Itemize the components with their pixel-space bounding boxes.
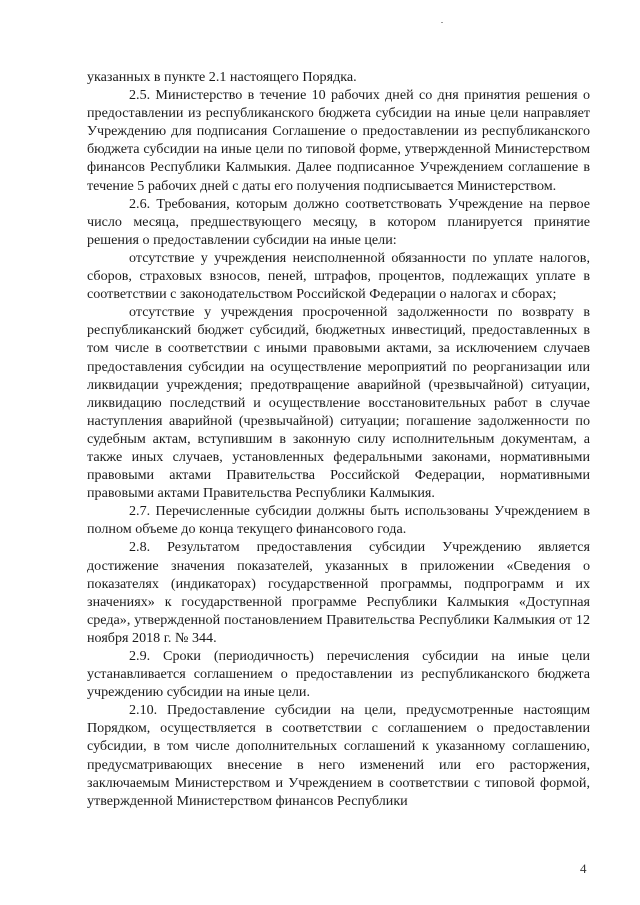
document-body xyxy=(87,68,590,810)
paragraph-2-5: 2.5. Министерство в течение 10 рабочих дней со дня принятия решения о предоставлении из республиканского бюджета субсидии на иные цели направляет Учреждению для подписания Соглашение о предоставлении из республиканского бюджета субсидии на иные цели по типовой форме, утвержденной Министерством финансов Республики Калмыкия. Далее подписанное Учреждением соглашение в течение 5 рабочих дней с даты его получения подписывается Министерством. xyxy=(87,87,590,194)
paragraph-requirement-taxes: отсутствие у учреждения неисполненной обязанности по уплате налогов, сборов, страховых взносов, пеней, штрафов, процентов, подлежащих уплате в соответствии с законодательством Российской Федерации о налогах и сборах; xyxy=(87,249,590,303)
paragraph-2-6: 2.6. Требования, которым должно соответствовать Учреждение на первое число месяца, предшествующего месяцу, в котором планируется принятие решения о предоставлении субсидии на иные цели: xyxy=(87,195,590,248)
paragraph-2-9: 2.9. Сроки (периодичность) перечисления субсидии на иные цели устанавливается соглашением о предоставлении из республиканского бюджета учреждению субсидии на иные цели. xyxy=(87,648,590,701)
paragraph-2-10: 2.10. Предоставление субсидии на цели, предусмотренные настоящим Порядком, осуществляется в соответствии с соглашением о предоставлении субсидии, в том числе дополнительных соглашений к указанному соглашению, предусматривающих внесение в него изменений или его расторжения, заключаемым Министерством и Учреждением в соответствии с типовой формой, утвержденной Министерством финансов Республики xyxy=(87,702,590,809)
paragraph-2-7: 2.7. Перечисленные субсидии должны быть использованы Учреждением в полном объеме до конца текущего финансового года. xyxy=(87,503,590,538)
page-number: 4 xyxy=(580,861,587,876)
paragraph-2-8: 2.8. Результатом предоставления субсидии Учреждению является достижение значения показателей, указанных в приложении «Сведения о показателях (индикаторах) государственной программы, подпрограмм и их значениях» к государственной программе Республики Калмыкия «Доступная среда», утвержденной постановлением Правительства Республики Калмыкия от 12 ноября 2018 г. № 344. xyxy=(87,539,590,646)
scan-speck xyxy=(441,22,443,23)
paragraph-continuation: указанных в пункте 2.1 настоящего Порядка. xyxy=(87,69,357,85)
paragraph-requirement-debt: отсутствие у учреждения просроченной задолженности по возврату в республиканский бюджет субсидий, бюджетных инвестиций, предоставленных в том числе в соответствии с иными правовыми актами, за исключением случаев предоставления субсидии на осуществление мероприятий по реорганизации или ликвидации учреждения; предотвращение аварийной (чрезвычайной) ситуации, ликвидацию последствий и осуществление восстановительных работ в случае наступления аварийной (чрезвычайной) ситуации; погашение задолженности по судебным актам, вступившим в законную силу исполнительным документам, а также иных случаев, установленных федеральными законами, нормативными правовыми актами Правительства Российской Федерации, нормативными правовыми актами Правительства Республики Калмыкия. xyxy=(87,304,590,502)
